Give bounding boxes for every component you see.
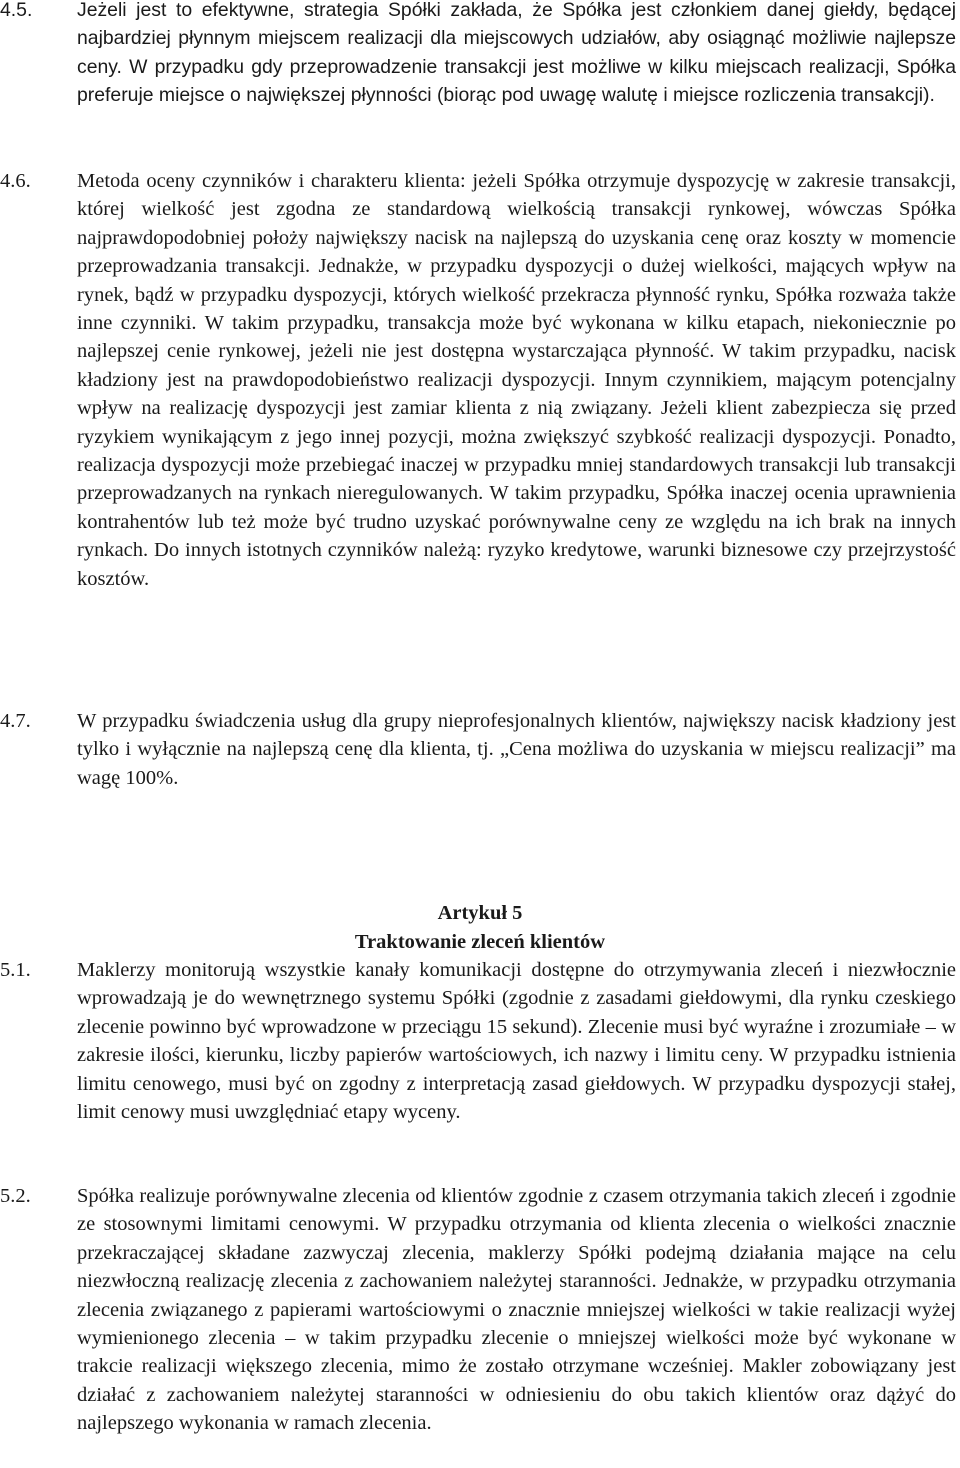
paragraph-5-2 <box>0 1182 956 1438</box>
paragraph-4-5 <box>0 0 956 110</box>
article-title: Traktowanie zleceń klientów <box>354 931 606 953</box>
paragraph-text: W przypadku świadczenia usług dla grupy nieprofesjonalnych klientów, największy nacisk kładziony jest tylko i wyłącznie na najlepszą cenę dla klienta, tj. „Cena możliwa do uzyskania w miejscu realizacji” ma wagę 100%. <box>77 710 956 789</box>
paragraph-text: Jeżeli jest to efektywne, strategia Spółki zakłada, że Spółka jest członkiem danej giełdy, będącej najbardziej płynnym miejscem realizacji dla miejscowych udziałów, aby osiągnąć możliwie najlepsze ceny. W przypadku gdy przeprowadzenie transakcji jest możliwe w kilku miejscach realizacji, Spółka preferuje miejsce o największej płynności (biorąc pod uwagę walutę i miejsce rozliczenia transakcji). <box>77 0 956 107</box>
paragraph-number: 4.6. <box>0 170 31 192</box>
paragraph-4-6 <box>0 167 956 593</box>
paragraph-number: 4.7. <box>0 710 31 732</box>
paragraph-4-7 <box>0 707 956 792</box>
paragraph-number: 4.5. <box>0 0 33 21</box>
paragraph-number: 5.2. <box>0 1185 31 1207</box>
paragraph-number: 5.1. <box>0 959 31 981</box>
paragraph-text: Spółka realizuje porównywalne zlecenia od klientów zgodnie z czasem otrzymania takich zleceń i zgodnie ze stosownymi limitami cenowymi. W przypadku otrzymania od klienta zlecenia o wielkości znacznie przekraczającej składane zazwyczaj zlecenia, maklerzy Spółki podejmą działania mające na celu niezwłoczną realizację zlecenia z zachowaniem należytej staranności. Jednakże, w przypadku otrzymania zlecenia związanego z papierami wartościowymi o znacznie mniejszej wielkości w takie realizacji wyżej wymienionego zlecenia – w takim przypadku zlecenie o mniejszej wielkości może być wykonane w trakcie realizacji większego zlecenia, mimo że zostało otrzymane wcześniej. Makler zobowiązany jest działać z zachowaniem należytej staranności w odniesieniu do obu takich klientów oraz dążyć do najlepszego wykonania w ramach zlecenia. <box>77 1185 956 1435</box>
article-number: Artykuł 5 <box>437 902 523 924</box>
paragraph-text: Metoda oceny czynników i charakteru klienta: jeżeli Spółka otrzymuje dyspozycję w zakresie transakcji, której wielkość jest zgodna ze standardową wielkością transakcji rynkowej, wówczas Spółka najprawdopodobniej położy największy nacisk na najlepszą do uzyskania cenę oraz koszty w momencie przeprowadzania transakcji. Jednakże, w przypadku dyspozycji o dużej wielkości, mających wpływ na rynek, bądź w przypadku dyspozycji, których wielkość przekracza płynność rynku, Spółka rozważa także inne czynniki. W takim przypadku, transakcja może być wykonana w kilku etapach, niekoniecznie po najlepszej cenie rynkowej, jeżeli nie jest dostępna wystarczająca płynność. W takim przypadku, nacisk kładziony jest na prawdopodobieństwo realizacji dyspozycji. Innym czynnikiem, mającym potencjalny wpływ na realizację dyspozycji jest zamiar klienta z nią związany. Jeżeli klient zabezpiecza się przed ryzykiem wynikającym z jego innej pozycji, można zwiększyć szybkość realizacji dyspozycji. Ponadto, realizacja dyspozycji może przebiegać inaczej w przypadku mniej standardowych transakcji lub transakcji przeprowadzanych na rynkach nieregulowanych. W takim przypadku, Spółka inaczej ocenia uprawnienia kontrahentów lub też może być trudno uzyskać porównywalne ceny ze względu na ich brak na innych rynkach. Do innych istotnych czynników należą: ryzyko kredytowe, warunki biznesowe czy przejrzystość kosztów. <box>77 170 956 590</box>
paragraph-text: Maklerzy monitorują wszystkie kanały komunikacji dostępne do otrzymywania zleceń i niezwłocznie wprowadzają je do wewnętrznego systemu Spółki (zgodnie z zasadami giełdowymi, dla rynku czeskiego zlecenie powinno być wprowadzone w przeciągu 15 sekund). Zlecenie musi być wyraźne i zrozumiałe – w zakresie ilości, kierunku, liczby papierów wartościowych, ich nazwy i limitu ceny. W przypadku istnienia limitu cenowego, musi być on zgodny z interpretacją zasad giełdowych. W przypadku dyspozycji stałej, limit cenowy musi uwzględniać etapy wyceny. <box>77 959 956 1124</box>
paragraph-5-1 <box>0 956 956 1126</box>
